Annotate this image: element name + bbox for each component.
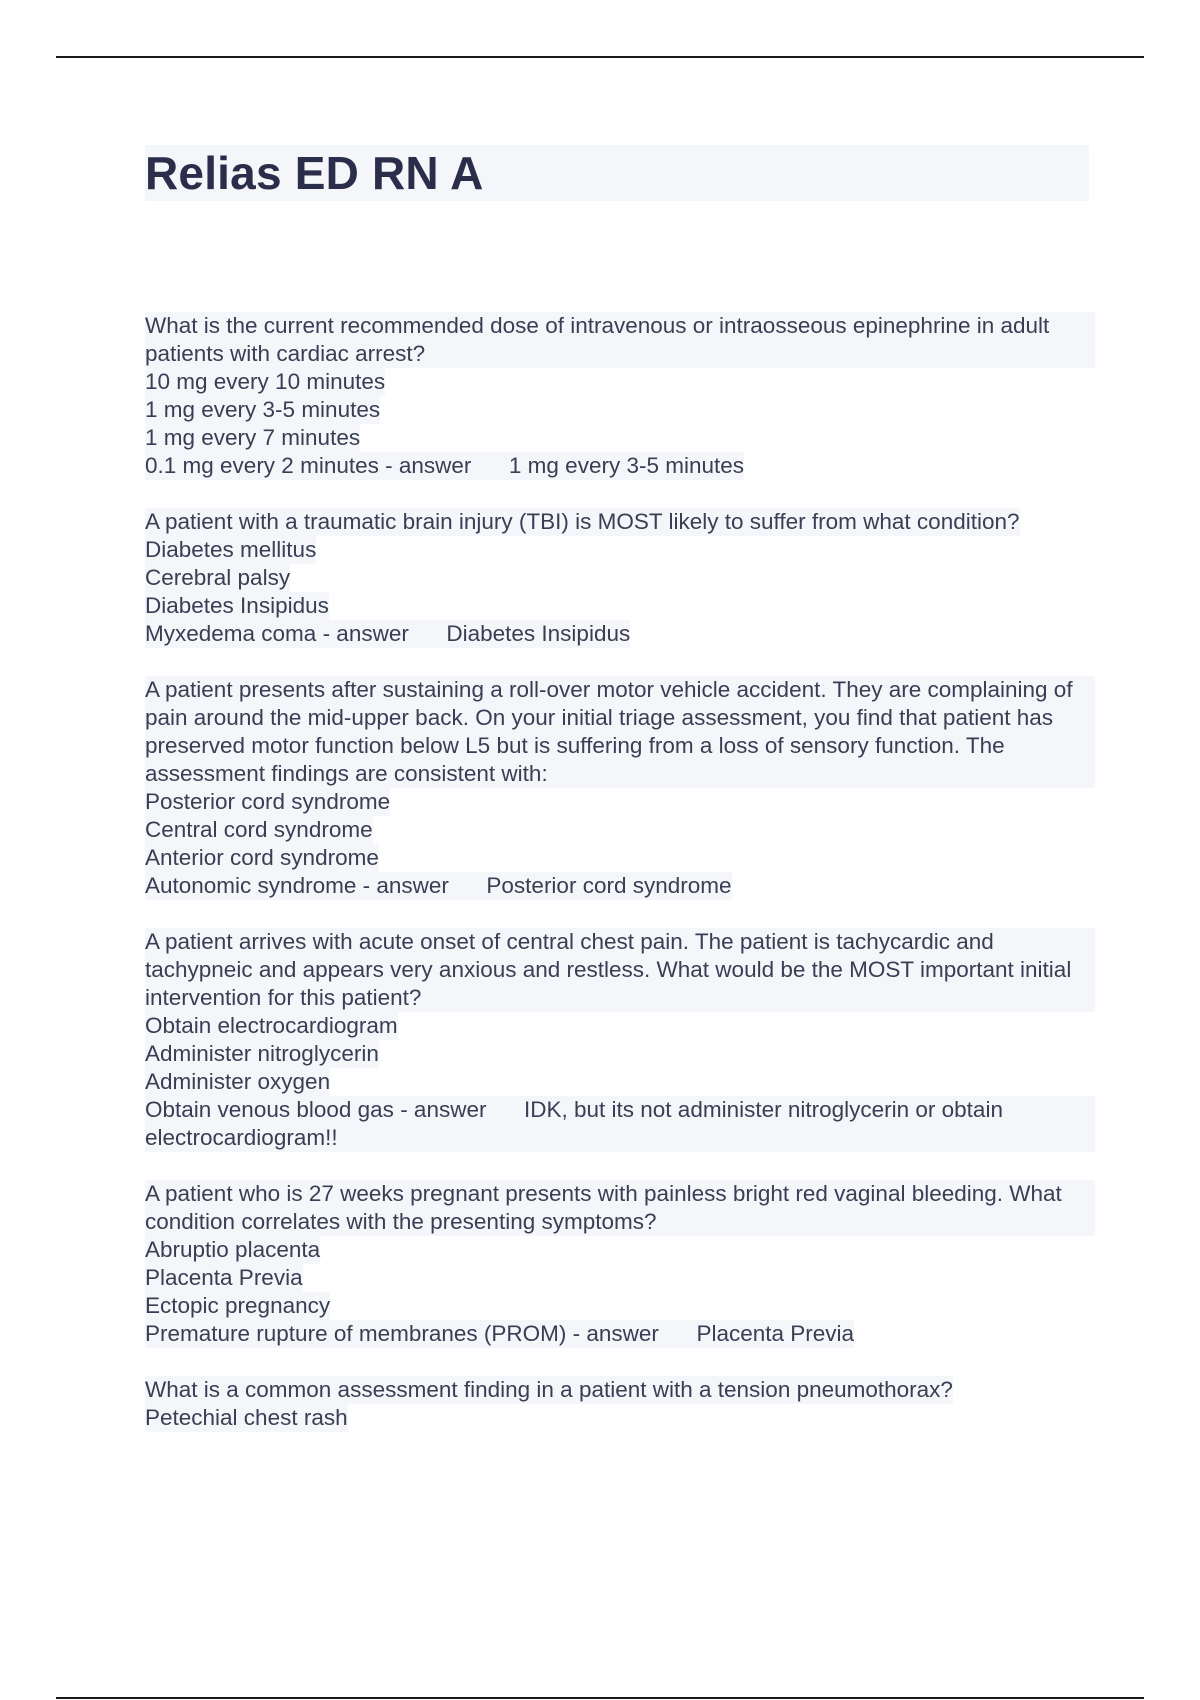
answer-option: Posterior cord syndrome (145, 789, 391, 814)
correct-answer: IDK, but its not administer nitroglycerin or obtain electrocardiogram!! (145, 1097, 1003, 1150)
answer-option: Cerebral palsy (145, 565, 291, 590)
bottom-rule (56, 1697, 1144, 1699)
answer-option: Central cord syndrome (145, 817, 373, 842)
question-block (145, 508, 1095, 648)
answer-option: 10 mg every 10 minutes (145, 369, 386, 394)
correct-answer: 1 mg every 3-5 minutes (508, 453, 745, 478)
question-prompt: A patient arrives with acute onset of central chest pain. The patient is tachycardic and tachypneic and appears very anxious and restless. What would be the MOST important initial intervention for this patient? (145, 928, 1095, 1012)
answer-option: 1 mg every 7 minutes (145, 425, 361, 450)
answer-label: - answer (316, 621, 409, 646)
answer-option: Administer nitroglycerin (145, 1041, 379, 1066)
answer-line (145, 1096, 1095, 1152)
answer-label: - answer (378, 453, 472, 478)
page-title: Relias ED RN A (145, 147, 484, 199)
answer-option: Premature rupture of membranes (PROM) (145, 1321, 567, 1346)
correct-answer: Diabetes Insipidus (446, 621, 631, 646)
answer-option: Abruptio placenta (145, 1237, 321, 1262)
question-block (145, 676, 1095, 900)
answer-label: - answer (393, 1097, 487, 1122)
question-block (145, 928, 1095, 1152)
answer-option: Obtain electrocardiogram (145, 1013, 398, 1038)
top-rule (56, 56, 1144, 58)
question-block (145, 312, 1095, 480)
answer-line (145, 620, 630, 648)
answer-option: Diabetes mellitus (145, 537, 317, 562)
question-block (145, 1180, 1095, 1348)
answer-line (145, 1320, 854, 1348)
answer-option: Myxedema coma (145, 621, 317, 646)
answer-line (145, 872, 732, 900)
answer-option: Petechial chest rash (145, 1405, 348, 1430)
answer-option: 0.1 mg every 2 minutes (145, 453, 379, 478)
answer-option: Autonomic syndrome (145, 873, 357, 898)
question-prompt: What is the current recommended dose of intravenous or intraosseous epinephrine in adult patients with cardiac arrest? (145, 312, 1095, 368)
question-prompt: What is a common assessment finding in a patient with a tension pneumothorax? (145, 1377, 953, 1402)
answer-line (145, 452, 744, 480)
correct-answer: Placenta Previa (696, 1321, 855, 1346)
answer-option: Ectopic pregnancy (145, 1293, 331, 1318)
question-prompt: A patient who is 27 weeks pregnant presents with painless bright red vaginal bleeding. What condition correlates with the presenting symptoms? (145, 1180, 1095, 1236)
answer-option: Placenta Previa (145, 1265, 303, 1290)
question-block (145, 1376, 1095, 1432)
answer-option: Administer oxygen (145, 1069, 331, 1094)
answer-option: 1 mg every 3-5 minutes (145, 397, 381, 422)
question-prompt: A patient presents after sustaining a roll-over motor vehicle accident. They are complaining of pain around the mid-upper back. On your initial triage assessment, you find that patient has preserved motor function below L5 but is suffering from a loss of sensory function. The assessment findings are consistent with: (145, 676, 1095, 788)
answer-option: Obtain venous blood gas (145, 1097, 394, 1122)
question-prompt: A patient with a traumatic brain injury (TBI) is MOST likely to suffer from what condition? (145, 509, 1020, 534)
correct-answer: Posterior cord syndrome (486, 873, 732, 898)
answer-option: Diabetes Insipidus (145, 593, 329, 618)
answer-option: Anterior cord syndrome (145, 845, 379, 870)
question-list (145, 312, 1095, 1460)
answer-label: - answer (566, 1321, 659, 1346)
answer-label: - answer (356, 873, 449, 898)
